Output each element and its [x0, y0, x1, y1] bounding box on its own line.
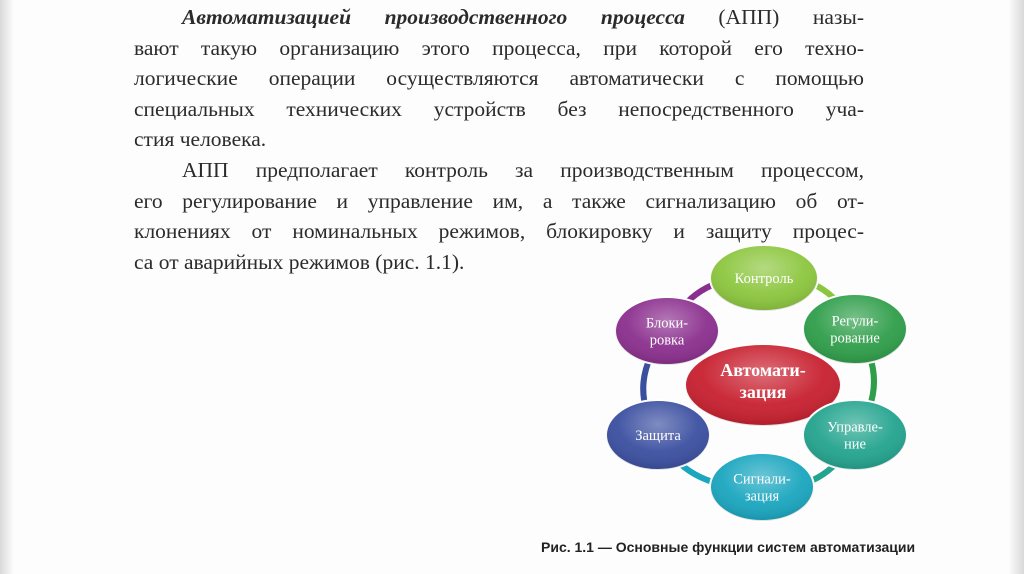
node-label-regulirovanie: рование — [830, 330, 880, 347]
paragraph-2-line-1: АПП предполагает контроль за производственным процессом, — [182, 157, 864, 182]
node-kontrol — [710, 245, 818, 311]
center-node-label: зация — [739, 382, 787, 402]
center-node-label: Автомати- — [720, 360, 806, 380]
node-blokirovka — [615, 297, 719, 365]
node-label-signalizaciya: Сигнали- — [733, 471, 791, 488]
figure-caption: Рис. 1.1 — Основные функции систем автоматизации — [541, 539, 916, 555]
node-label-kontrol: Контроль — [734, 271, 794, 287]
node-label-zashchita: Защита — [635, 428, 681, 444]
node-upravlenie — [803, 400, 907, 470]
node-label-blokirovka: Блоки- — [645, 315, 689, 332]
node-label-regulirovanie: Регули- — [831, 313, 879, 330]
node-label-upravlenie: ние — [844, 436, 866, 453]
node-zashchita — [606, 400, 710, 470]
node-label-signalizaciya: зация — [744, 488, 780, 505]
paragraph-2-line-2: его регулирование и управление им, а также сигнализацию об от- — [134, 188, 864, 213]
node-signalizaciya — [710, 453, 814, 521]
paragraph-2-line-4: са от аварийных режимов (рис. 1.1). — [134, 249, 465, 274]
paragraph-2-line-3: клонениях от номинальных режимов, блокировку и защиту процес- — [134, 219, 864, 244]
paragraph-1-line-5: стия человека. — [134, 127, 267, 152]
paragraph-1-line-3: логические операции осуществляются автоматически с помощью — [134, 66, 864, 91]
node-label-upravlenie: Управле- — [827, 419, 883, 436]
paragraph-1-line-2: вают такую организацию этого процесса, при которой его техно- — [134, 35, 864, 60]
paragraph-1-line-1-rest: (АПП) назы- — [718, 5, 864, 29]
node-label-blokirovka: ровка — [649, 332, 685, 349]
defined-term: Автоматизацией производственного процесса — [182, 5, 685, 29]
paragraph-1-line-4: специальных технических устройств без непосредственного уча- — [134, 96, 864, 121]
node-regulirovanie — [803, 294, 907, 364]
